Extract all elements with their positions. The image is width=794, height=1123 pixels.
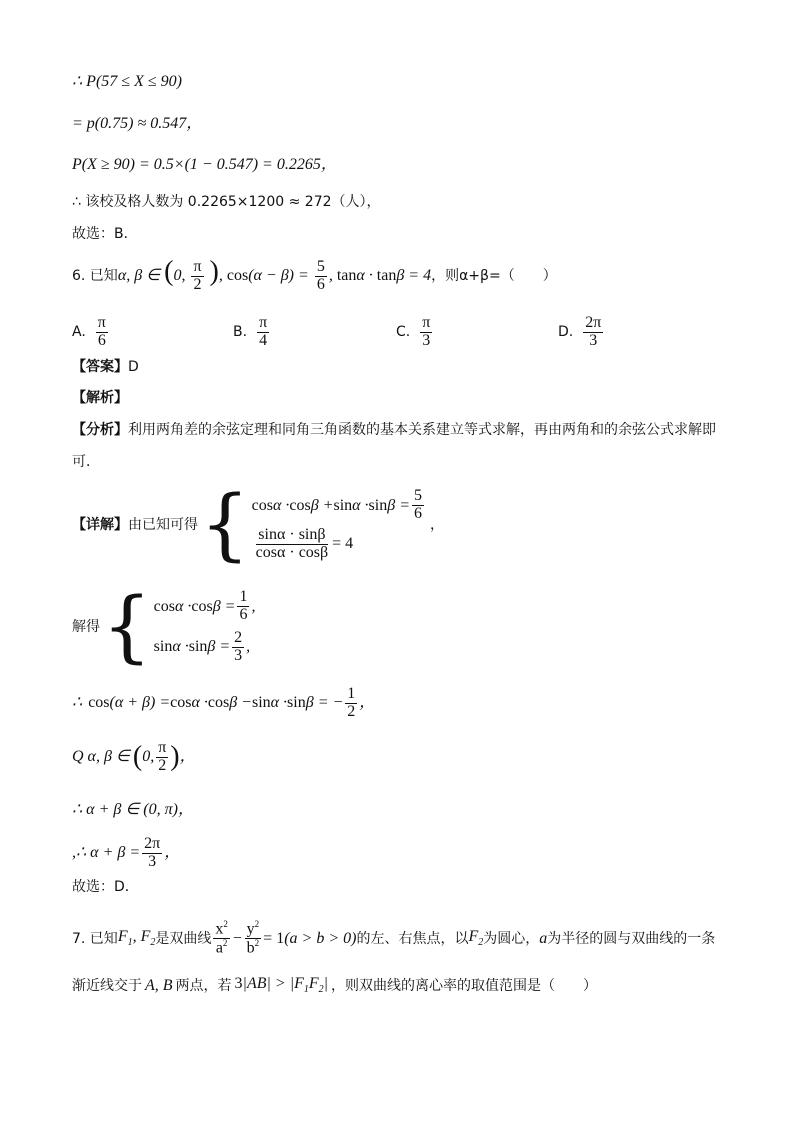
q7-line2-b: 两点，若 [175, 977, 232, 994]
option-num: π [97, 314, 106, 331]
fenxi-text: 利用两角差的余弦定理和同角三角函数的基本关系建立等式求解，再由两角和的余弦公式求解即 [128, 422, 716, 438]
system-1: cos α · cos β + sin α · sin β = $\frac{5}{6}$ $\frac{\sin\alpha \cdot \sin\beta}{\cos\alpha \cdot \cos\beta}$ = 4 [251, 487, 422, 561]
cos-sum-den: 2 [347, 702, 356, 720]
q7-tail2: 为圆心， [483, 930, 540, 947]
detail-tag: 【详解】 [72, 517, 128, 533]
option-num: π [259, 314, 268, 331]
q6-five-sixths: $\frac{5}{6}$ [316, 258, 325, 293]
line-1: ∴ P(57 ≤ X ≤ 90) [72, 73, 182, 90]
sys1-r2-rhs: = 4 [332, 535, 354, 553]
option-num: π [422, 314, 431, 331]
analysis-tag: 【解析】 [72, 390, 128, 406]
final-line: ,∴ α + β = $\frac{2\pi}{3}$ ， [72, 835, 181, 870]
q7-mid: 是双曲线 [155, 930, 212, 947]
line-2: = p(0.75) ≈ 0.547， [72, 115, 203, 132]
q6-option-b [233, 315, 271, 350]
option-letter: C. [396, 324, 411, 341]
q7-tail: 的左、右焦点，以 [356, 930, 469, 947]
final-prefix: ,∴ α + β = [72, 844, 141, 862]
q6-option-a [72, 315, 110, 350]
system-brace: { [200, 480, 250, 570]
option-num: 2π [585, 314, 602, 331]
q7-line2-c: ，则双曲线的离心率的取值范围是（ ） [331, 977, 598, 994]
final-den: 3 [148, 852, 157, 870]
fenxi-line [72, 423, 716, 437]
answer-tag: 【答案】 [72, 359, 128, 375]
q6-option-c [396, 315, 434, 350]
q6-pi-over-2: $\frac{\pi}{2}$ [193, 258, 202, 293]
q7-prefix: 7. 已知 [72, 930, 118, 947]
line-5: 故选：B． [72, 226, 138, 242]
system-2: cos α · cos β = $\frac{1}{6}$ , sin α · sin β = $\frac{2}{3}$ , [153, 588, 256, 664]
q7-tail3: 为半径的圆与双曲线的一条 [547, 930, 716, 947]
sys2-r2-den: 3 [234, 646, 243, 664]
sys2-r1-num: 1 [239, 588, 248, 606]
solve-text: 解得 [72, 619, 100, 635]
fenxi-tag: 【分析】 [72, 422, 128, 438]
option-den: 3 [422, 331, 431, 349]
sys1-r1-den: 6 [413, 505, 422, 523]
option-den: 6 [97, 331, 106, 349]
sys1-r1-num: 5 [413, 487, 422, 505]
q6-stem-tail: ，则α+β=（ ） [431, 267, 557, 284]
option-letter: D. [558, 324, 574, 341]
q-line: Q α, β ∈ ( 0, $\frac{\pi}{2}$ ) ， [72, 739, 196, 774]
sys2-r1-den: 6 [239, 606, 248, 624]
fenxi-line-2: 可． [72, 454, 100, 470]
option-letter: B. [233, 324, 248, 341]
detail-text: 由已知可得 [128, 517, 198, 533]
cos-sum-num: 1 [347, 685, 356, 702]
option-letter: A. [72, 324, 86, 341]
cos-sum-line: ∴ cos (α + β) = cos α · cos β − sin α · sin β = − $\frac{1}{2}$ ， [72, 685, 376, 720]
system-brace-2: { [102, 582, 152, 672]
q6-stem-math: α, β ∈ (0, $\frac{\pi}{2}$ ), cos(α − β) = $\frac{5}{6}$ , tanα · tanβ = 4 [117, 256, 432, 293]
q7-line-2: 渐近线交于 A, B 两点，若 $3|AB| > |F_1F_2|$ ，则双曲线的离心率的取值范围是（ ） [72, 975, 598, 996]
q6-stem [72, 258, 557, 294]
q6-option-d [558, 315, 605, 350]
solve-line [72, 582, 256, 672]
sys2-r2-num: 2 [234, 629, 243, 646]
q7-line2-a: 渐近线交于 [72, 977, 142, 994]
option-den: 3 [589, 331, 598, 349]
answer-value: D [128, 359, 139, 375]
line-3: P(X ≥ 90) = 0.5×(1 − 0.547) = 0.2265， [72, 156, 337, 173]
q7-line-1: 7. 已知 $F_1$, $F_2$ 是双曲线 $\frac{x^2}{a^2}$ − $\frac{y^2}{b^2}$ = 1 (a > b > 0) 的左、右焦点，以 $F_2$ 为圆心， a 为半径的圆与双曲线的一条 [72, 919, 716, 957]
q6-stem-prefix: 6. 已知 [72, 267, 118, 284]
detail-line: 【详解】 由已知可得 { cos α · cos β + sin α · sin β = $\frac{5}{6}$ $\frac{\sin\alpha \cdot \sin\beta}{\cos\alpha \cdot \cos\beta}$ = 4 ， [72, 480, 444, 570]
q-line-prefix: Q α, β ∈ [72, 748, 130, 766]
option-den: 4 [259, 331, 268, 349]
final-num: 2π [144, 835, 161, 852]
answer-line [72, 360, 139, 374]
range-line: ∴ α + β ∈ (0, π)， [72, 801, 194, 818]
final-choice: 故选：D． [72, 879, 139, 895]
line-4: ∴ 该校及格人数为 0.2265×1200 ≈ 272（人）， [72, 194, 381, 210]
